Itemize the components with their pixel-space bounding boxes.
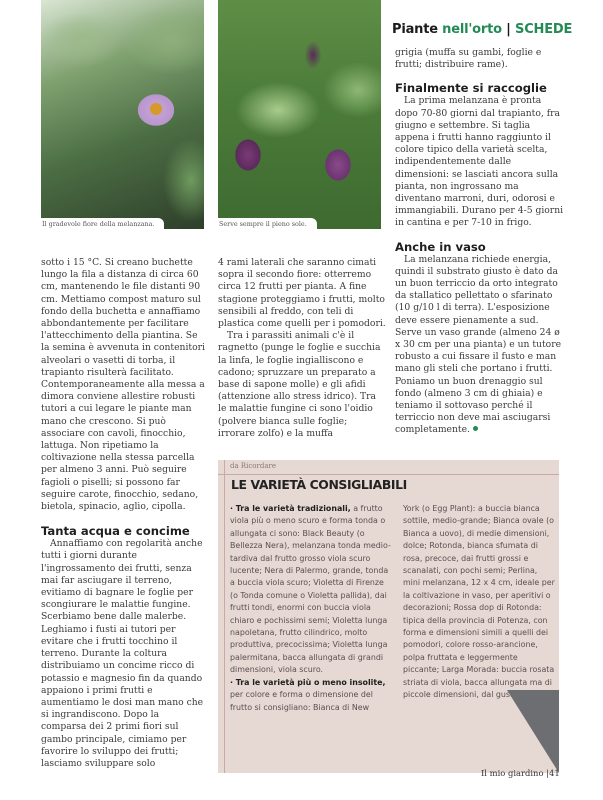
- divider: [224, 460, 225, 773]
- divider: [218, 474, 559, 475]
- page-fold-corner: [507, 690, 559, 773]
- bullet-text: per colore e forma o dimensione del frutto si consigliano: Bianca di New: [230, 690, 373, 712]
- article-paragraph: 4 rami laterali che saranno cimati sopra il secondo fiore: otterremo circa 12 frutti per pianta. A fine stagione proteggiamo i frutti, molto sensibili al freddo, con teli di plastica come quelli per i pomodori.: [218, 257, 386, 330]
- box-title: LE VARIETÀ CONSIGLIABILI: [231, 477, 407, 492]
- bullet-text: a frutto viola più o meno scuro e forma tonda o allungata ci sono: Black Beauty (o Bellezza Nera), melanzana tonda medio-tardiva dal frutto grosso viola scuro lucente; Nera di Palermo, grande, tonda a buccia viola scuro; Violetta di Firenze (o Tonda comune o Violetta pallida), dai frutti tondi, enormi con buccia viola chiaro e pochissimi semi; Violetta lunga napoletana, frutto cilindrico, molto produttiva, precocissima; Violetta lunga palermitana, bacca allungata di grandi dimensioni, viola scuro.: [230, 504, 391, 675]
- section-separator: |: [506, 22, 511, 37]
- heading-water-fertilizer: Tanta acqua e concime: [41, 524, 190, 539]
- section-header: [392, 22, 572, 37]
- article-paragraph: sotto i 15 °C. Si creano buchette lungo la fila a distanza di circa 60 cm, mantenendo le file distanti 90 cm. Mettiamo compost maturo sul fondo della buchetta e annaffiamo abbondantemente per facilitare l'attecchimento della piantina. Se la semina è avvenuta in contenitori alveolari o vasetti di torba, il trapianto risulterà facilitato. Contemporaneamente alla messa a dimora conviene allestire robusti tutori a cui legare le piante man mano che crescono. Si può associare con cavoli, finocchio, lattuga. Non ripetiamo la coltivazione nella stessa parcella per almeno 3 anni. Può seguire fagioli o piselli; si possono far seguire carote, finocchio, sedano, bietola, spinacio, aglio, cipolla.: [41, 257, 205, 513]
- varieties-continued: York (o Egg Plant): a buccia bianca sottile, medio-grande; Bianca ovale (o Bianca a uovo), di medie dimensioni, dolce; Rotonda, bianca sfumata di rosa, precoce, dai frutti grossi e scanalati, con pochi semi; Perlina, mini melanzana, 12 x 4 cm, ideale per la coltivazione in vaso, per aperitivi o decorazioni; Rossa dop di Rotonda: tipica della provincia di Potenza, con forma e dimensioni simili a quelli dei pomodori, colore rosso-arancione, polpa fruttata e leggermente piccante; Larga Morada: buccia rosata striata di viola, bacca allungata ma di piccole dimensioni, dal gusto delicato.: [403, 504, 555, 700]
- box-column-2: [403, 503, 555, 702]
- section-label-garden: nell'orto: [442, 22, 502, 37]
- article-paragraph: grigia (muffa su gambi, foglie e frutti; distribuire rame).: [395, 47, 542, 71]
- varieties-unusual: [230, 677, 394, 714]
- magazine-name: Il mio giardino: [481, 768, 544, 778]
- footer-separator: |: [546, 768, 549, 778]
- article-column-2: [218, 257, 386, 440]
- photo-caption: Serve sempre il pieno sole.: [218, 218, 317, 229]
- bullet-heading: · Tra le varietà tradizionali,: [230, 504, 351, 513]
- box-kicker: da Ricordare: [230, 462, 277, 470]
- box-column-1: [230, 503, 394, 714]
- article-paragraph: Tra i parassiti animali c'è il ragnetto (punge le foglie e succhia la linfa, le foglie ingialliscono e cadono; spruzzare un preparato a base di sapone molle) e gli afidi (attenzione allo stress idrico). Tra le malattie fungine ci sono l'oidio (polvere bianca sulle foglie; irrorare zolfo) e la muffa: [218, 330, 381, 439]
- end-mark-icon: [473, 426, 478, 431]
- page-number: 41: [549, 768, 560, 778]
- varieties-traditional: [230, 503, 394, 677]
- photo-eggplant-fruits: [218, 0, 381, 229]
- bullet-heading: · Tra le varietà più o meno insolite,: [230, 677, 386, 687]
- article-paragraph: Annaffiamo con regolarità anche tutti i giorni durante l'ingrossamento dei frutti, senza mai far asciugare il terreno, evitiamo di bagnare le foglie per scongiurare le malattie fungine. Scerbiamo bene dalle malerbe. Leghiamo i fusti ai tutori per evitare che i frutti tocchino il terreno. Durante la coltura distribuiamo un concime ricco di potassio e magnesio fin da quando appaiono i primi frutti e aumentiamo le dosi man mano che si ingrandiscono. Dopo la comparsa dei 2 primi fiori sul gambo principale, cimiamo per favorire lo sviluppo dei frutti; lasciamo sviluppare solo: [41, 538, 204, 769]
- article-text: La melanzana richiede energia, quindi il substrato giusto è dato da un buon terriccio da orto integrato da stallatico pellettato o sfarinato (10 g/10 l di terra). L'esposizione deve essere pienamente a sud. Serve un vaso grande (almeno 24 ø x 30 cm per una pianta) e un tutore robusto a cui fissare il fusto e man mano gli steli che portano i frutti. Poniamo un buon drenaggio sul fondo (almeno 3 cm di ghiaia) e teniamo il sottovaso perché il terriccio non deve mai asciugarsi completamente.: [395, 253, 562, 436]
- page-footer: [481, 768, 560, 778]
- heading-pot: Anche in vaso: [395, 239, 486, 254]
- section-label-sheets: SCHEDE: [515, 22, 573, 37]
- article-column-1: [41, 257, 205, 770]
- article-paragraph: La prima melanzana è pronta dopo 70-80 giorni dal trapianto, fra giugno e settembre. Si taglia appena i frutti hanno raggiunto il colore tipico della varietà scelta, indipendentemente dalle dimensioni: se lasciati ancora sulla pianta, non ingrossano ma diventano marroni, duri, odorosi e immangiabili. Durano per 4-5 giorni in cantina e per 7-10 in frigo.: [395, 95, 564, 229]
- flower-center: [150, 103, 162, 115]
- photo-caption: Il gradevole fiore della melanzana.: [41, 218, 164, 229]
- photo-eggplant-flower: [41, 0, 204, 229]
- article-paragraph: [395, 254, 565, 437]
- article-column-3: [395, 47, 565, 437]
- section-label-plants: Piante: [392, 22, 438, 37]
- heading-harvest: Finalmente si raccoglie: [395, 81, 547, 96]
